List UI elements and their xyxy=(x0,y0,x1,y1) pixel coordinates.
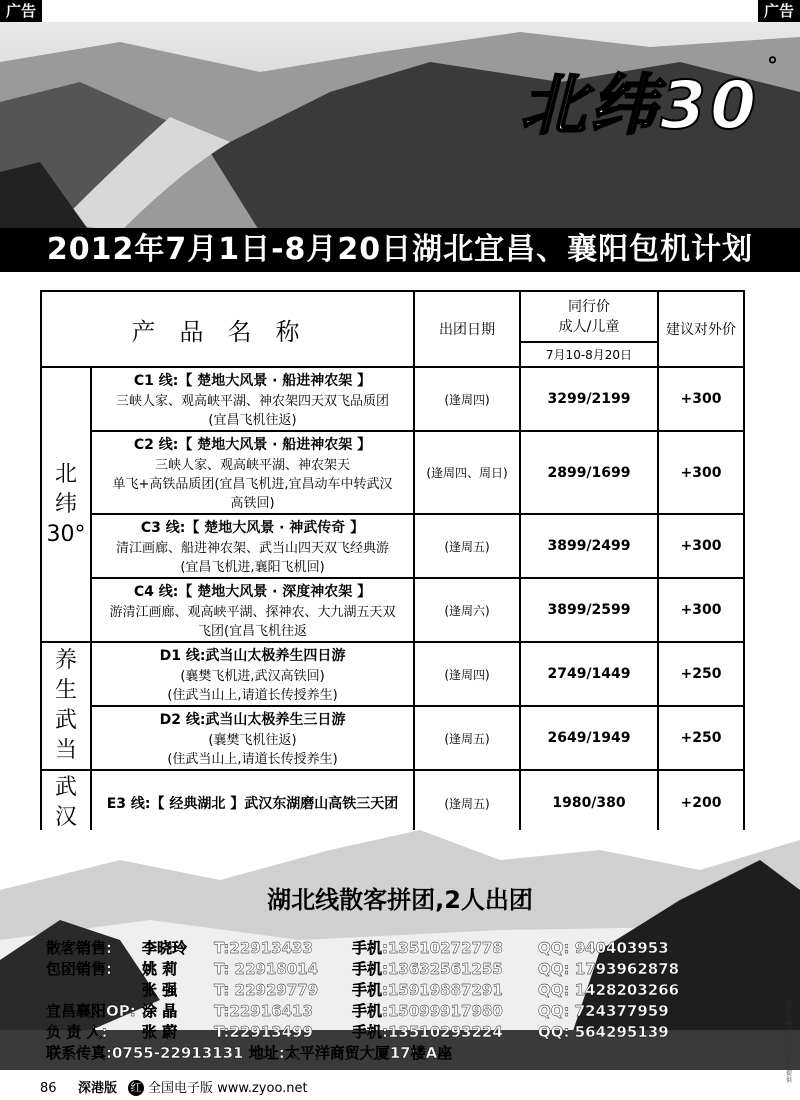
route-cell xyxy=(91,514,414,578)
price-cell: 3899/2499 xyxy=(520,514,658,578)
suggest-price-cell: +300 xyxy=(658,367,744,431)
table-row xyxy=(41,578,744,642)
contact-role: 宜昌襄阳OP: xyxy=(46,1002,136,1020)
contact-row xyxy=(46,1022,796,1043)
contact-qq: QQ: 1428203266 xyxy=(538,981,680,999)
contact-qq: QQ: 724377959 xyxy=(538,1002,669,1020)
price-cell: 2749/1449 xyxy=(520,642,658,706)
contacts xyxy=(46,938,796,1064)
suggest-price-cell: +300 xyxy=(658,431,744,514)
slogan: 湖北线散客拼团,2人出团 xyxy=(267,886,533,914)
route-detail: (宜昌飞机进,襄阳飞机回) xyxy=(180,560,325,575)
contact-tel: T:22916413 xyxy=(214,1002,313,1020)
th-trade-price-sub: 成人/儿童 xyxy=(558,319,620,336)
suggest-price-cell: +300 xyxy=(658,514,744,578)
route-cell xyxy=(91,642,414,706)
suggest-price-cell: +300 xyxy=(658,578,744,642)
table-body xyxy=(41,367,744,836)
route-title: C4 线:【 楚地大风景 · 深度神农架 】 xyxy=(133,584,372,600)
footer xyxy=(0,1077,800,1100)
schedule-cell: (逢周五) xyxy=(414,770,520,836)
route-cell xyxy=(91,706,414,770)
route-cell xyxy=(91,770,414,836)
suggest-price-cell: +250 xyxy=(658,642,744,706)
contact-role: 包团销售: xyxy=(46,960,112,978)
contact-list xyxy=(46,938,796,1043)
table-row xyxy=(41,514,744,578)
th-trade-period: 7月10-8月20日 xyxy=(520,342,658,367)
contact-role: 散客销售: xyxy=(46,939,112,957)
route-cell xyxy=(91,578,414,642)
price-cell: 3299/2199 xyxy=(520,367,658,431)
side-note: 此广告图文内容由客户提供 xyxy=(786,1000,793,1084)
group-label: 北纬30° xyxy=(41,367,91,642)
contact-name: 姚 莉 xyxy=(142,960,178,978)
fax-address-line: 联系传真:0755-22913131 地址:太平洋商贸大厦17楼A座 xyxy=(46,1044,453,1062)
brand-title: 北纬30 xyxy=(520,67,760,144)
brand-degree: ° xyxy=(767,54,778,79)
price-cell: 2899/1699 xyxy=(520,431,658,514)
ad-tag-left: 广告 xyxy=(0,0,42,22)
th-depart: 出团日期 xyxy=(414,291,520,367)
contact-qq: QQ: 940403953 xyxy=(538,939,669,957)
route-title: D2 线:武当山太极养生三日游 xyxy=(159,712,346,728)
route-title: C3 线:【 楚地大风景 · 神武传奇 】 xyxy=(140,520,365,536)
contact-qq: QQ: 564295139 xyxy=(538,1023,669,1041)
suggest-price-cell: +250 xyxy=(658,706,744,770)
contact-qq: QQ: 1793962878 xyxy=(538,960,680,978)
contact-tel: T: 22918014 xyxy=(214,960,319,978)
page-number: 86 xyxy=(40,1081,57,1096)
group-label: 武汉 xyxy=(41,770,91,836)
route-detail: 单飞+高铁品质团(宜昌飞机进,宜昌动车中转武汉 xyxy=(112,477,393,492)
route-detail: (襄樊飞机往返) xyxy=(208,733,297,748)
contact-mobile: 手机:15099917980 xyxy=(352,1002,503,1020)
site-link[interactable]: 全国电子版 www.zyoo.net xyxy=(148,1081,308,1096)
route-detail: 三峡人家、观高峡平湖、神农架四天双飞品质团 xyxy=(115,394,389,409)
route-title: C2 线:【 楚地大风景 · 船进神农架 】 xyxy=(133,437,372,453)
contact-role: 负 责 人: xyxy=(46,1023,108,1041)
route-title: C1 线:【 楚地大风景 · 船进神农架 】 xyxy=(133,373,372,389)
route-detail: 三峡人家、观高峡平湖、神农架天 xyxy=(154,458,350,473)
contact-row xyxy=(46,959,796,980)
th-product-name: 产品名称 xyxy=(41,291,414,367)
contact-tel: T:22913433 xyxy=(214,939,313,957)
schedule-cell: (逢周六) xyxy=(414,578,520,642)
schedule-cell: (逢周五) xyxy=(414,706,520,770)
contact-name: 张 蔚 xyxy=(142,1023,178,1041)
contact-row xyxy=(46,980,796,1001)
schedule-cell: (逢周四) xyxy=(414,367,520,431)
route-detail: (住武当山上,请道长传授养生) xyxy=(167,688,338,703)
route-detail: (宜昌飞机往返) xyxy=(208,413,297,428)
schedule-cell: (逢周四、周日) xyxy=(414,431,520,514)
table-row xyxy=(41,770,744,836)
contact-tel: T:22913499 xyxy=(214,1023,313,1041)
contact-name: 李晓玲 xyxy=(142,939,188,957)
table-row xyxy=(41,431,744,514)
contact-name: 涂 晶 xyxy=(142,1002,178,1020)
contact-mobile: 手机:13510272778 xyxy=(352,939,503,957)
th-trade-price-label: 同行价 xyxy=(568,299,610,316)
price-cell: 1980/380 xyxy=(520,770,658,836)
route-detail: (襄樊飞机进,武汉高铁回) xyxy=(180,669,325,684)
contact-row xyxy=(46,1001,796,1022)
price-cell: 3899/2599 xyxy=(520,578,658,642)
contact-name: 张 强 xyxy=(142,981,178,999)
schedule-cell: (逢周四) xyxy=(414,642,520,706)
suggest-price-cell: +200 xyxy=(658,770,744,836)
edition-badge-icon: 红 xyxy=(128,1080,144,1096)
route-cell xyxy=(91,367,414,431)
table-row xyxy=(41,367,744,431)
contact-row xyxy=(46,938,796,959)
table-row xyxy=(41,706,744,770)
contact-tel: T: 22929779 xyxy=(214,981,319,999)
th-trade-price xyxy=(520,291,658,342)
route-detail: (住武当山上,请道长传授养生) xyxy=(167,752,338,767)
headline: 2012年7月1日-8月20日湖北宜昌、襄阳包机计划 xyxy=(0,228,800,272)
contact-mobile: 手机:15919887291 xyxy=(352,981,503,999)
route-detail: 飞团(宜昌飞机往返 xyxy=(197,624,308,639)
schedule-cell: (逢周五) xyxy=(414,514,520,578)
route-detail: 高铁回) xyxy=(230,496,275,511)
group-label: 养生武当 xyxy=(41,642,91,770)
route-title: D1 线:武当山太极养生四日游 xyxy=(159,648,346,664)
edition-label: 深港版 xyxy=(78,1081,118,1096)
route-detail: 游清江画廊、观高峡平湖、探神农、大九湖五天双 xyxy=(109,605,396,620)
price-cell: 2649/1949 xyxy=(520,706,658,770)
charter-plan-table xyxy=(40,290,745,837)
ad-tag-right: 广告 xyxy=(758,0,800,22)
contact-mobile: 手机:13510293224 xyxy=(352,1023,503,1041)
table-row xyxy=(41,642,744,706)
route-cell xyxy=(91,431,414,514)
route-detail: 清江画廊、船进神农架、武当山四天双飞经典游 xyxy=(115,541,389,556)
th-suggest: 建议对外价 xyxy=(658,291,744,367)
contact-mobile: 手机:13632561255 xyxy=(352,960,503,978)
route-title: E3 线:【 经典湖北 】武汉东湖磨山高铁三天团 xyxy=(106,796,399,812)
